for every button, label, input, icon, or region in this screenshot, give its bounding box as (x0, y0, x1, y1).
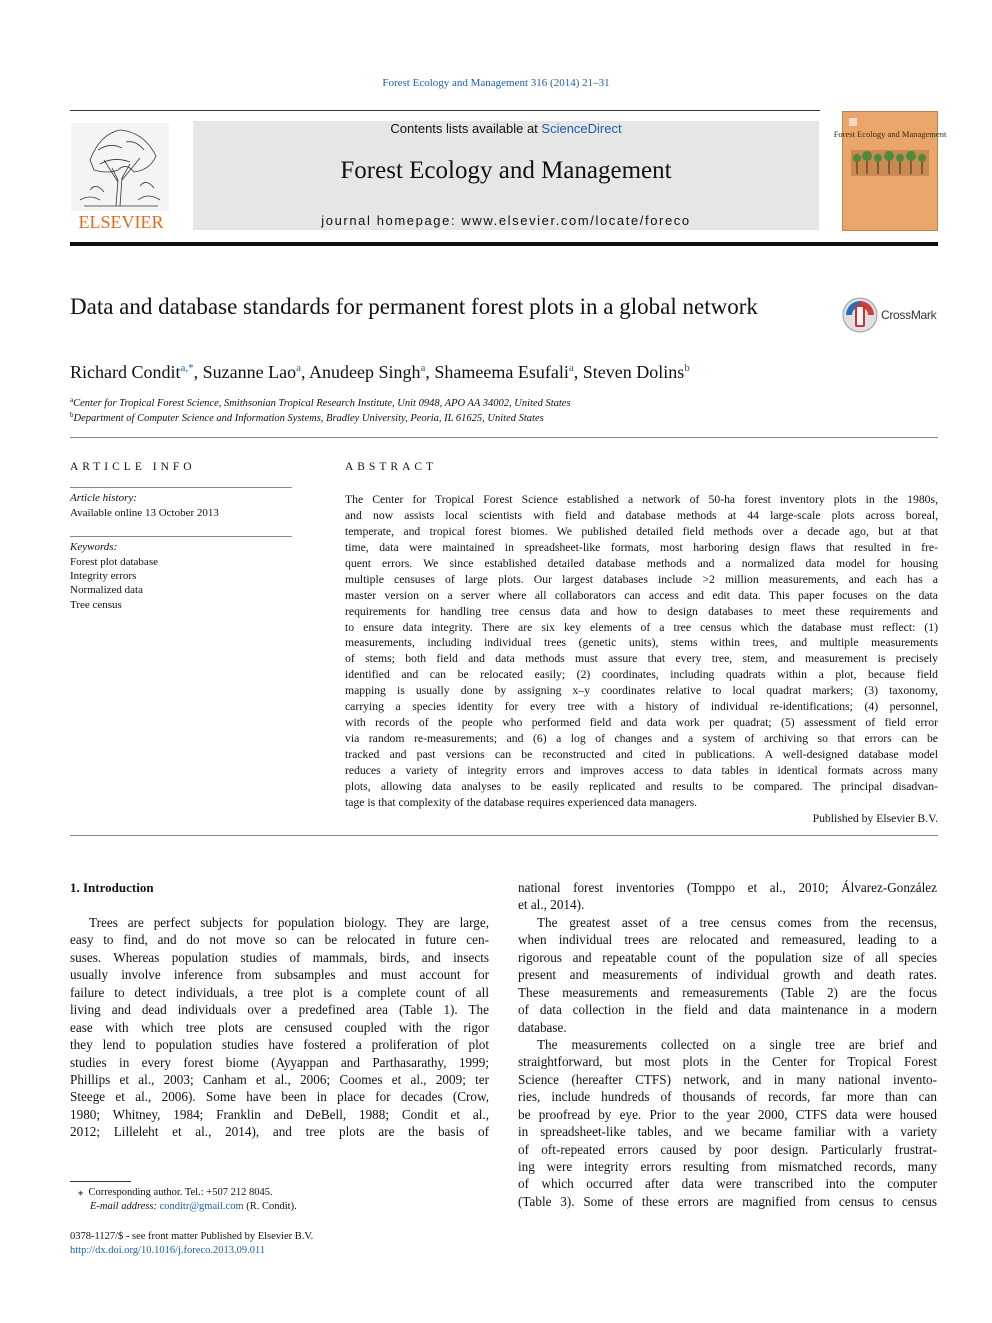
header-thick-rule (70, 242, 938, 246)
body-line: usually involve inference from subsamples and must account for (70, 967, 489, 983)
sciencedirect-link[interactable]: ScienceDirect (541, 121, 622, 136)
abstract-line: tage is that complexity of the database requires experienced data managers. (345, 795, 698, 809)
body-line: et al., 2014). (518, 897, 585, 913)
crossmark-icon (842, 297, 878, 333)
body-line: in spreadsheet-like tables, and we became familiar with a variety (518, 1124, 937, 1140)
crossmark-label: CrossMark (881, 308, 937, 322)
affiliation: $^a$Center for Tropical Forest Science, Smithsonian Tropical Research Institute, Unit 0948, APO AA 34002, United States (70, 396, 571, 409)
abstract-line: plots, allowing data analyses to be easily replicated and results to be compared. The principal disadvan- (345, 779, 938, 793)
email-link[interactable]: conditr@gmail.com (159, 1201, 244, 1212)
journal-header-panel (193, 121, 819, 230)
body-line: they lend to population studies have fostered a proliferation of plot (70, 1037, 489, 1053)
body-line: straightforward, but most plots in the Center for Tropical Forest (518, 1054, 937, 1070)
abstract-line: and now assists local scientists with field and database methods at 44 large-scale plots across boreal, (345, 508, 938, 522)
abstract-line: time, data were maintained in spreadsheet-like formats, most harboring design flaws that resulted in fre- (345, 540, 938, 554)
body-line: be proofread by eye. Prior to the year 2000, CTFS data were housed (518, 1106, 937, 1122)
abstract-line: multiple censuses of large plots. Our largest databases include >2 million measurements, and each has a (345, 572, 938, 586)
abstract-line: with records of the people who performed field and data work per quadrat; (5) assessment of field error (345, 716, 938, 730)
author-list: Richard Condit$^{a,*}$, Suzanne Lao$^a$, Anudeep Singh$^a$, Shameema Esufali$^a$, Steven Dolins$^b$ (70, 362, 690, 382)
journal-cover-icon (833, 112, 947, 230)
author[interactable]: Steven Dolins$^b$ (582, 362, 690, 382)
svg-text:ELSEVIER: ELSEVIER (78, 212, 164, 232)
author[interactable]: Shameema Esufali$^a$ (434, 362, 574, 382)
abstract-line: temperate, and tropical forest biomes. We published detailed field methods over a decade ago, but at that (345, 524, 938, 538)
body-column-left (70, 914, 489, 1141)
body-line: of oft-repeated errors caused by poor design. Particularly frustrat- (518, 1141, 937, 1157)
body-column-right (518, 879, 937, 1210)
abstract-line: of stems; both field and data methods must assure that every tree, stem, and measurement is precisely (345, 652, 938, 666)
body-line: Trees are perfect subjects for population biology. They are large, (89, 915, 489, 930)
keywords-label: Keywords: (70, 541, 118, 553)
article-title: Data and database standards for permanent forest plots in a global network (70, 294, 758, 319)
abstract-body (345, 492, 938, 811)
body-line: 1980; Whitney, 1984; Franklin and DeBell, 1988; Condit et al., (70, 1106, 489, 1122)
corresponding-author-note: ⁎ Corresponding author. Tel.: +507 212 8045. (78, 1187, 273, 1198)
divider (70, 437, 938, 438)
keyword: Integrity errors (70, 570, 137, 583)
body-line: ease with which tree plots are censused coupled with the rigor (70, 1019, 489, 1035)
keyword: Tree census (70, 598, 122, 611)
body-line: The measurements collected on a single tree are brief and (537, 1036, 937, 1052)
body-line: when individual trees are relocated and remeasured, leading to a (518, 932, 937, 948)
history-value: Available online 13 October 2013 (70, 507, 219, 519)
abstract-line: mapping is usually done by assigning x–y coordinates relative to local quadrat markers; (3) taxonomy, (345, 684, 938, 698)
section-heading: 1. Introduction (70, 880, 154, 895)
elsevier-logo (70, 120, 172, 232)
contents-line (193, 121, 819, 136)
divider (70, 835, 938, 836)
article-info-heading: ARTICLE INFO (70, 461, 196, 473)
body-line: failure to detect individuals, a tree plot is a complete count of all (70, 984, 489, 1000)
keyword: Forest plot database (70, 556, 158, 568)
tree-logo-icon (70, 120, 172, 232)
body-line: These measurements and remeasurements (Table 2) are the focus (518, 984, 937, 1000)
journal-title: Forest Ecology and Management (340, 157, 672, 184)
journal-citation[interactable]: Forest Ecology and Management 316 (2014) 21–31 (382, 77, 610, 89)
body-line: Phillips et al., 2003; Canham et al., 2006; Coomes et al., 2009; ter (70, 1071, 489, 1087)
body-line: of which occurred after data were transcribed into the computer (518, 1176, 937, 1192)
body-line: easy to find, and do not move so can be relocated in future cen- (70, 932, 489, 948)
keywords-list (70, 555, 158, 612)
body-line: 2012; Lilleleht et al., 2014), and tree plots are the basis of (70, 1124, 489, 1140)
contents-prefix: Contents lists available at (390, 121, 542, 136)
doi-link[interactable]: http://dx.doi.org/10.1016/j.foreco.2013.09.011 (70, 1245, 266, 1256)
footnote-rule (70, 1181, 131, 1182)
keyword: Normalized data (70, 584, 143, 597)
header-rule (70, 110, 820, 111)
body-line: of data collection in the field and data maintenance in a modern (518, 1002, 937, 1018)
abstract-line: reduces a variety of integrity errors and improves access to data tables in identical formats across many (345, 763, 938, 777)
author[interactable]: Anudeep Singh$^a$ (309, 362, 426, 382)
abstract-line: via random re-measurements; and (6) a log of changes and a system of archiving so that errors can be (345, 732, 938, 746)
abstract-line: identified and can be relocated easily; (2) coordinates, including quadrats within a plot, because field (345, 668, 938, 682)
abstract-line: requirements for handling tree census data and how to design databases to meet these requirements and (345, 604, 938, 618)
body-line: national forest inventories (Tomppo et al., 2010; Álvarez-González (518, 880, 937, 895)
abstract-line: tracked and past versions can be reconstructed and cited in publications. A well-designed database model (345, 748, 938, 761)
body-line: present and measurements of individual growth and death rates. (518, 967, 937, 983)
abstract-heading: ABSTRACT (345, 461, 438, 473)
publisher-note: Published by Elsevier B.V. (812, 812, 938, 825)
abstract-line: to ensure data integrity. There are six key elements of a tree census which the database must reflect: (1) (345, 620, 938, 634)
abstract-line: master version on a server where all collaborators can access and edit data. This paper focuses on the data (345, 588, 938, 602)
email-note: E-mail address: conditr@gmail.com (R. Condit). (90, 1201, 297, 1212)
body-line: database. (518, 1019, 567, 1035)
author[interactable]: Richard Condit$^{a,*}$ (70, 362, 194, 382)
journal-cover-thumbnail[interactable] (833, 111, 947, 231)
journal-homepage[interactable]: journal homepage: www.elsevier.com/locate/foreco (321, 213, 691, 228)
divider (70, 487, 292, 488)
body-line: The greatest asset of a tree census comes from the recensus, (537, 914, 937, 930)
abstract-line: measurements, including individual trees (genetic units), stems within trees, and multiple measurements (345, 636, 938, 650)
divider (70, 536, 292, 537)
history-label: Article history: (70, 492, 137, 504)
body-line: living and dead individuals over a predefined area (Table 1). The (70, 1002, 489, 1018)
abstract-line: The Center for Tropical Forest Science established a network of 50-ha forest inventory plots in the 1980s, (345, 493, 938, 506)
author[interactable]: Suzanne Lao$^a$ (202, 362, 301, 382)
body-line: ing were integrity errors resulting from mismatched records, many (518, 1159, 937, 1174)
issn-line: 0378-1127/$ - see front matter Published by Elsevier B.V. (70, 1231, 314, 1242)
body-line: rigorous and repeatable count of the population size of all species (518, 949, 937, 965)
body-line: studies in every forest biome (Ayyappan and Parthasarathy, 1999; (70, 1054, 489, 1070)
body-line: suses. Whereas population studies of mammals, birds, and insects (70, 949, 489, 965)
body-line: (Table 3). Some of these errors are magnified from census to census (518, 1193, 937, 1209)
svg-text:Forest Ecology and Management: Forest Ecology and Management (833, 129, 947, 139)
crossmark-badge[interactable] (842, 297, 940, 333)
body-line: Steege et al., 2006). Some have been in place for decades (Crow, (70, 1089, 489, 1105)
abstract-line: carrying a species identity for every tree with a history of individual re-identifications; (4) personnel, (345, 700, 938, 714)
abstract-line: quent errors. We since established detailed database methods and a normalized data model for housing (345, 556, 938, 570)
affiliation: $^b$Department of Computer Science and Information Systems, Bradley University, Peoria, IL 61625, United States (70, 411, 544, 424)
body-line: ries, include hundreds of thousands of records, far more than can (518, 1089, 937, 1105)
body-line: Science (hereafter CTFS) network, and in many national invento- (518, 1071, 937, 1087)
